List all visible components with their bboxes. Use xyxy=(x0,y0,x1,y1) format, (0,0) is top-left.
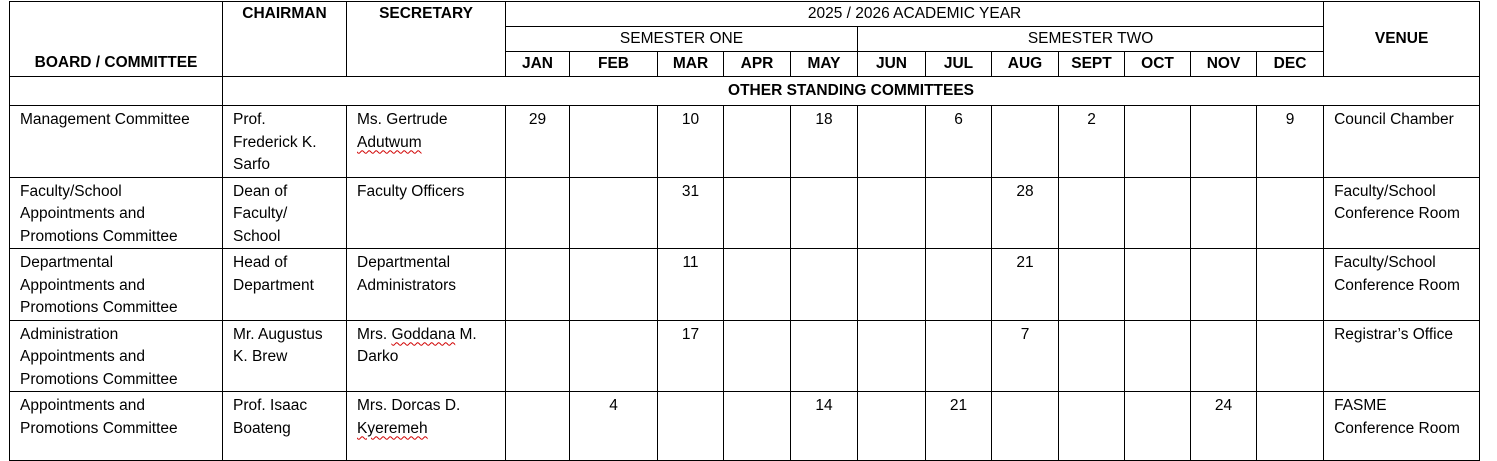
cell-line: Sarfo xyxy=(233,156,271,173)
section-title: OTHER STANDING COMMITTEES xyxy=(223,77,1480,106)
cell-line: K. Brew xyxy=(233,348,288,365)
date-cell-mar: 31 xyxy=(658,177,724,249)
month-header-aug: AUG xyxy=(992,52,1059,77)
month-header-dec: DEC xyxy=(1257,52,1324,77)
date-cell-sept xyxy=(1059,177,1125,249)
month-header-nov: NOV xyxy=(1191,52,1257,77)
date-cell-nov xyxy=(1191,177,1257,249)
cell-line: Ms. Gertrude xyxy=(357,111,448,128)
section-spacer xyxy=(10,77,223,106)
date-cell-aug: 7 xyxy=(992,320,1059,392)
header-academic-year: 2025 / 2026 ACADEMIC YEAR xyxy=(506,2,1324,27)
secretary-cell xyxy=(347,177,506,249)
spellcheck-underline: Goddana xyxy=(391,325,456,343)
month-header-jun: JUN xyxy=(858,52,926,77)
committee-cell xyxy=(10,392,223,461)
secretary-cell xyxy=(347,249,506,321)
date-cell-dec xyxy=(1257,320,1324,392)
date-cell-dec xyxy=(1257,177,1324,249)
date-cell-may xyxy=(791,320,858,392)
date-cell-oct xyxy=(1125,177,1191,249)
month-header-may: MAY xyxy=(791,52,858,77)
venue-cell xyxy=(1324,392,1480,461)
date-cell-may: 18 xyxy=(791,106,858,178)
date-cell-feb xyxy=(570,177,658,249)
committee-cell xyxy=(10,106,223,178)
date-cell-sept: 2 xyxy=(1059,106,1125,178)
date-cell-jul xyxy=(926,249,992,321)
cell-line: Promotions Committee xyxy=(20,419,178,437)
spellcheck-underline: Adutwum xyxy=(357,133,422,151)
date-cell-nov xyxy=(1191,106,1257,178)
date-cell-jun xyxy=(858,106,926,178)
month-header-oct: OCT xyxy=(1125,52,1191,77)
date-cell-mar: 17 xyxy=(658,320,724,392)
date-cell-mar xyxy=(658,392,724,461)
chairman-cell xyxy=(223,320,347,392)
chairman-cell xyxy=(223,177,347,249)
header-secretary: SECRETARY xyxy=(347,2,506,77)
date-cell-apr xyxy=(724,392,791,461)
committee-cell xyxy=(10,320,223,392)
cell-line: Conference Room xyxy=(1334,205,1460,222)
cell-line: Mr. Augustus xyxy=(233,325,323,343)
secretary-cell xyxy=(347,320,506,392)
date-cell-feb xyxy=(570,106,658,178)
venue-cell xyxy=(1324,249,1480,321)
cell-line: Departmental xyxy=(357,254,451,271)
date-cell-mar: 10 xyxy=(658,106,724,178)
header-semester-one: SEMESTER ONE xyxy=(506,27,858,52)
date-cell-jan xyxy=(506,177,570,249)
cell-line: Council Chamber xyxy=(1334,111,1454,128)
spellcheck-underline: Kyeremeh xyxy=(357,419,428,437)
date-cell-jul: 21 xyxy=(926,392,992,461)
cell-line: Registrar’s Office xyxy=(1334,325,1453,343)
cell-line: Mrs. Dorcas D. xyxy=(357,397,461,414)
table-row xyxy=(10,177,1480,249)
date-cell-oct xyxy=(1125,392,1191,461)
cell-line: School xyxy=(233,227,281,245)
date-cell-nov xyxy=(1191,249,1257,321)
date-cell-aug xyxy=(992,106,1059,178)
date-cell-jan xyxy=(506,392,570,461)
date-cell-oct xyxy=(1125,249,1191,321)
table-row xyxy=(10,106,1480,178)
date-cell-dec: 9 xyxy=(1257,106,1324,178)
month-header-apr: APR xyxy=(724,52,791,77)
date-cell-nov: 24 xyxy=(1191,392,1257,461)
date-cell-jan xyxy=(506,320,570,392)
date-cell-jul: 6 xyxy=(926,106,992,178)
date-cell-jan: 29 xyxy=(506,106,570,178)
cell-line: Department xyxy=(233,276,314,294)
month-header-jan: JAN xyxy=(506,52,570,77)
date-cell-apr xyxy=(724,320,791,392)
date-cell-oct xyxy=(1125,320,1191,392)
month-header-feb: FEB xyxy=(570,52,658,77)
date-cell-jul xyxy=(926,320,992,392)
cell-line: Conference Room xyxy=(1334,419,1460,437)
cell-line: Promotions Committee xyxy=(20,227,178,245)
date-cell-dec xyxy=(1257,249,1324,321)
cell-line: Administration xyxy=(20,325,119,343)
cell-line: Faculty/ xyxy=(233,205,288,222)
cell-line: Appointments and xyxy=(20,397,145,414)
header-board-committee: BOARD / COMMITTEE xyxy=(10,2,223,77)
date-cell-dec xyxy=(1257,392,1324,461)
committee-cell xyxy=(10,249,223,321)
venue-cell xyxy=(1324,177,1480,249)
cell-line: Head of xyxy=(233,254,288,271)
cell-line: Appointments and xyxy=(20,276,145,294)
month-header-jul: JUL xyxy=(926,52,992,77)
cell-line: Frederick K. xyxy=(233,133,317,151)
date-cell-jun xyxy=(858,249,926,321)
cell-line: Boateng xyxy=(233,419,291,437)
secretary-cell xyxy=(347,392,506,461)
header-chairman: CHAIRMAN xyxy=(223,2,347,77)
date-cell-jun xyxy=(858,320,926,392)
cell-line: Dean of xyxy=(233,182,288,200)
date-cell-feb xyxy=(570,249,658,321)
chairman-cell xyxy=(223,249,347,321)
cell-line: Conference Room xyxy=(1334,276,1460,294)
date-cell-jun xyxy=(858,177,926,249)
date-cell-apr xyxy=(724,249,791,321)
cell-line: Prof. Isaac xyxy=(233,397,308,414)
date-cell-oct xyxy=(1125,106,1191,178)
date-cell-feb xyxy=(570,320,658,392)
date-cell-jan xyxy=(506,249,570,321)
date-cell-may xyxy=(791,249,858,321)
date-cell-nov xyxy=(1191,320,1257,392)
venue-cell xyxy=(1324,106,1480,178)
date-cell-sept xyxy=(1059,249,1125,321)
cell-line: Appointments and xyxy=(20,348,145,365)
chairman-cell xyxy=(223,392,347,461)
cell-line: Faculty/School xyxy=(1334,254,1436,271)
cell-line: Appointments and xyxy=(20,205,145,222)
cell-line: Management Committee xyxy=(20,111,190,128)
cell-line: Mrs. Goddana M. xyxy=(357,325,477,343)
date-cell-jun xyxy=(858,392,926,461)
cell-line: Faculty Officers xyxy=(357,182,465,200)
cell-line: FASME xyxy=(1334,397,1387,414)
date-cell-may: 14 xyxy=(791,392,858,461)
venue-cell xyxy=(1324,320,1480,392)
committee-cell xyxy=(10,177,223,249)
table-row xyxy=(10,320,1480,392)
date-cell-feb: 4 xyxy=(570,392,658,461)
date-cell-aug: 28 xyxy=(992,177,1059,249)
cell-line: Promotions Committee xyxy=(20,370,178,388)
header-venue: VENUE xyxy=(1324,2,1480,77)
date-cell-may xyxy=(791,177,858,249)
date-cell-apr xyxy=(724,177,791,249)
date-cell-apr xyxy=(724,106,791,178)
date-cell-sept xyxy=(1059,320,1125,392)
cell-line: Administrators xyxy=(357,276,457,294)
header-semester-two: SEMESTER TWO xyxy=(858,27,1324,52)
chairman-cell xyxy=(223,106,347,178)
cell-line: Prof. xyxy=(233,111,266,128)
date-cell-sept xyxy=(1059,392,1125,461)
cell-line: Faculty/School xyxy=(1334,182,1436,200)
table-row xyxy=(10,249,1480,321)
cell-line: Departmental xyxy=(20,254,114,271)
cell-line: Promotions Committee xyxy=(20,299,178,316)
date-cell-aug xyxy=(992,392,1059,461)
date-cell-aug: 21 xyxy=(992,249,1059,321)
cell-line: Faculty/School xyxy=(20,182,122,200)
date-cell-mar: 11 xyxy=(658,249,724,321)
table-row xyxy=(10,392,1480,461)
secretary-cell xyxy=(347,106,506,178)
cell-line: Darko xyxy=(357,348,399,365)
committee-schedule-table xyxy=(9,1,1480,461)
month-header-sept: SEPT xyxy=(1059,52,1125,77)
cell-line xyxy=(357,134,422,151)
month-header-mar: MAR xyxy=(658,52,724,77)
date-cell-jul xyxy=(926,177,992,249)
